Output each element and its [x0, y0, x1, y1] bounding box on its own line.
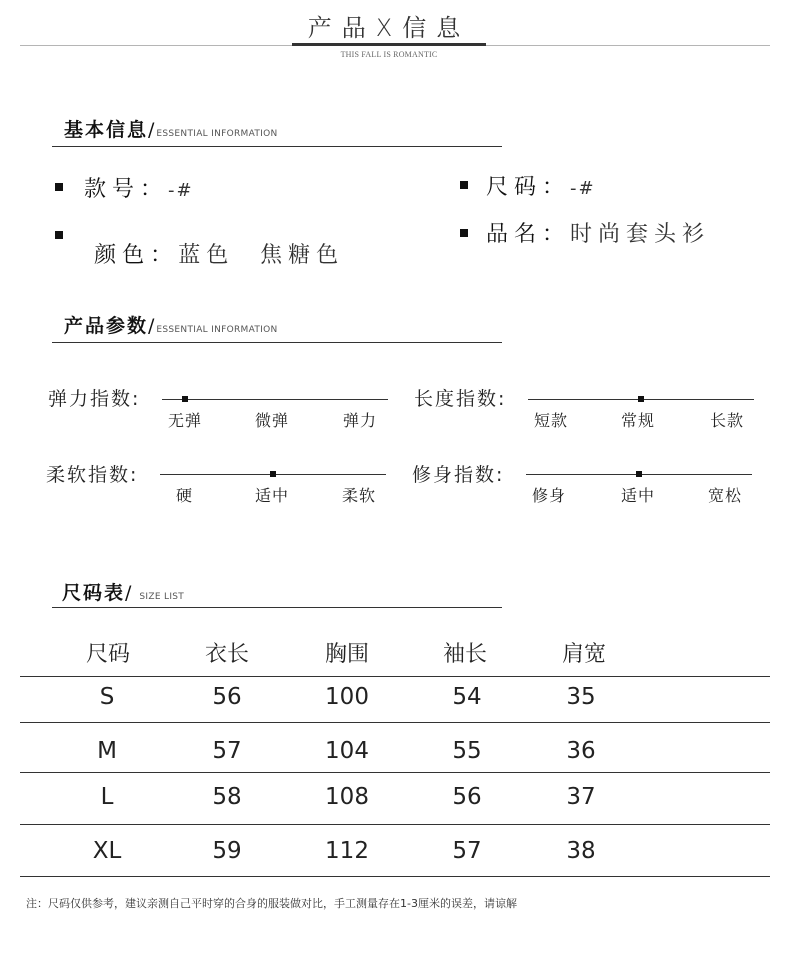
column-header: 胸围 — [324, 642, 369, 667]
table-cell: 112 — [325, 838, 369, 864]
table-cell: 59 — [212, 838, 242, 864]
size-table-title-en: SIZE LIST — [139, 592, 185, 602]
scale-option: 无弹 — [168, 411, 203, 430]
basic-info-title-en: ESSENTIAL INFORMATION — [156, 129, 278, 139]
scale-option: 适中 — [621, 486, 656, 505]
column-header: 尺码 — [85, 642, 130, 667]
table-cell: 104 — [325, 738, 369, 764]
scale-option: 弹力 — [343, 411, 378, 430]
scale-option: 宽松 — [708, 486, 743, 505]
scale-option: 微弹 — [255, 411, 290, 430]
bullet-icon — [55, 231, 63, 239]
info-value: -# — [168, 180, 194, 201]
size-table-divider — [52, 607, 502, 608]
table-cell: 54 — [452, 684, 482, 710]
params-divider — [52, 342, 502, 343]
table-rule — [20, 722, 770, 723]
basic-info-heading — [64, 115, 278, 142]
params-heading — [64, 311, 278, 338]
info-label: 品名： — [486, 222, 571, 247]
params-title: 产品参数 — [64, 315, 149, 337]
table-cell: 56 — [212, 684, 242, 710]
table-cell: 57 — [452, 838, 482, 864]
bullet-icon — [460, 229, 468, 237]
column-header: 肩宽 — [561, 642, 606, 667]
info-color — [84, 219, 344, 269]
scale-option: 短款 — [534, 411, 569, 430]
table-rule — [20, 676, 770, 677]
footnote: 注：尺码仅供参考，建议亲测自己平时穿的合身的服装做对比，手工测量存在1-3厘米的误差，请谅解 — [26, 897, 517, 910]
table-cell: 100 — [325, 684, 369, 710]
table-cell: 57 — [212, 738, 242, 764]
size-table-heading — [62, 578, 184, 605]
table-cell: 108 — [325, 784, 369, 810]
elasticity-marker — [182, 396, 188, 402]
softness-label: 柔软指数: — [46, 464, 139, 486]
elasticity-label: 弹力指数: — [48, 388, 141, 410]
basic-info-divider — [52, 146, 502, 147]
scale-option: 硬 — [176, 486, 194, 505]
info-value: 蓝色 焦糖色 — [178, 243, 345, 268]
scale-option: 长款 — [710, 411, 745, 430]
table-cell: 58 — [212, 784, 242, 810]
info-label: 尺码： — [486, 175, 571, 200]
table-cell: 35 — [566, 684, 596, 710]
table-rule — [20, 876, 770, 877]
info-size — [486, 170, 596, 201]
length-marker — [638, 396, 644, 402]
heading-slash: / — [148, 119, 155, 141]
fit-marker — [636, 471, 642, 477]
info-style-number — [84, 172, 194, 203]
scale-option: 柔软 — [342, 486, 377, 505]
table-cell: XL — [92, 838, 122, 864]
softness-marker — [270, 471, 276, 477]
params-title-en: ESSENTIAL INFORMATION — [156, 325, 278, 335]
column-header: 衣长 — [204, 642, 249, 667]
info-label: 款号： — [84, 177, 169, 202]
table-cell: S — [99, 684, 115, 710]
size-table-title: 尺码表 — [62, 582, 126, 604]
bullet-icon — [460, 181, 468, 189]
scale-option: 修身 — [532, 486, 567, 505]
page-title: 产品X信息 — [307, 14, 471, 42]
page-subtitle: THIS FALL IS ROMANTIC — [340, 50, 438, 59]
fit-label: 修身指数: — [412, 464, 505, 486]
length-label: 长度指数: — [414, 388, 507, 410]
bullet-icon — [55, 183, 63, 191]
heading-slash: / — [148, 315, 155, 337]
table-cell: 56 — [452, 784, 482, 810]
basic-info-title: 基本信息 — [64, 119, 149, 141]
elasticity-scale-line — [162, 399, 388, 400]
info-product-name — [486, 217, 710, 248]
table-cell: 55 — [452, 738, 482, 764]
info-label: 颜色： — [94, 243, 179, 268]
header-underline — [292, 43, 486, 46]
table-rule — [20, 772, 770, 773]
column-header: 袖长 — [442, 642, 487, 667]
table-rule — [20, 824, 770, 825]
info-value: 时尚套头衫 — [570, 222, 711, 247]
scale-option: 适中 — [255, 486, 290, 505]
table-cell: M — [97, 738, 117, 764]
table-cell: L — [100, 784, 114, 810]
table-cell: 38 — [566, 838, 596, 864]
heading-slash: / — [125, 582, 132, 604]
scale-option: 常规 — [621, 411, 656, 430]
table-cell: 37 — [566, 784, 596, 810]
table-cell: 36 — [566, 738, 596, 764]
info-value: -# — [570, 178, 596, 199]
